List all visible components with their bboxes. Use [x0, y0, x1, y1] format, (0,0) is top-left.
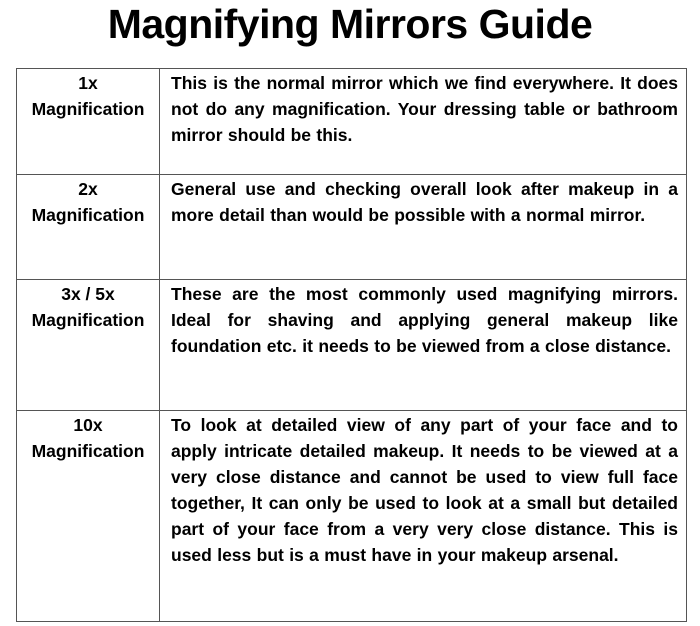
- magnification-level-cell: [17, 175, 160, 280]
- page-title: Magnifying Mirrors Guide: [107, 1, 593, 47]
- magnification-level-cell: [17, 69, 160, 175]
- table-row-2x: [17, 175, 687, 280]
- magnification-level: 10x: [73, 415, 103, 435]
- magnification-table: [16, 68, 687, 622]
- magnification-level: 3x / 5x: [61, 284, 115, 304]
- magnification-level-cell: [17, 411, 160, 622]
- magnification-label: Magnification: [31, 310, 145, 330]
- magnification-description: This is the normal mirror which we find everywhere. It does not do any magnification. Your dressing table or bathroom mirror should be this.: [160, 69, 687, 175]
- magnification-label: Magnification: [31, 441, 145, 461]
- table-row-10x: [17, 411, 687, 622]
- magnification-description: To look at detailed view of any part of your face and to apply intricate detailed makeup. It needs to be viewed at a very close distance and cannot be used to view full face together, It can only be used to look at a small but detailed part of your face from a very very close distance. This is used less but is a must have in your makeup arsenal.: [160, 411, 687, 622]
- table-row-3x-5x: [17, 280, 687, 411]
- magnification-level-cell: [17, 280, 160, 411]
- magnification-level: 2x: [78, 179, 98, 199]
- magnification-label: Magnification: [31, 99, 145, 119]
- magnification-description: General use and checking overall look after makeup in a more detail than would be possible with a normal mirror.: [160, 175, 687, 280]
- magnification-description: These are the most commonly used magnifying mirrors. Ideal for shaving and applying general makeup like foundation etc. it needs to be viewed from a close distance.: [160, 280, 687, 411]
- magnification-label: Magnification: [31, 205, 145, 225]
- table-row-1x: [17, 69, 687, 175]
- magnification-level: 1x: [78, 73, 98, 93]
